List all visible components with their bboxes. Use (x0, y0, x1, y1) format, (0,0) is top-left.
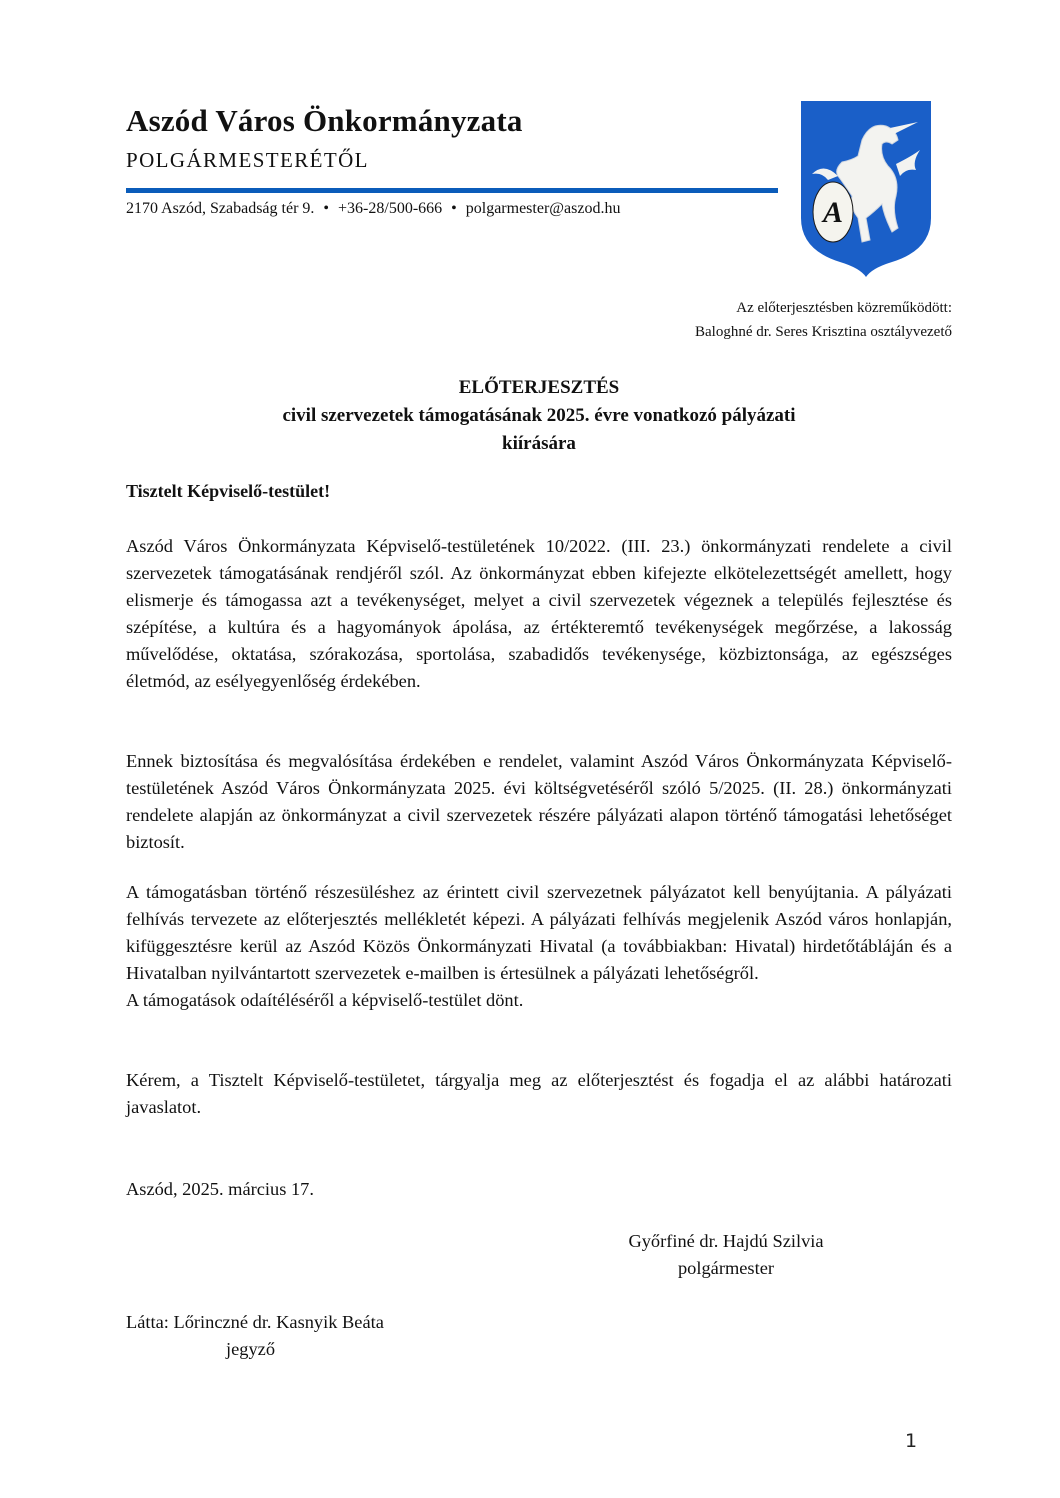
date-line: Aszód, 2025. március 17. (126, 1179, 314, 1199)
signer-name: Győrfiné dr. Hajdú Szilvia (628, 1231, 824, 1251)
bullet-separator: • (451, 200, 457, 217)
approver-name: Látta: Lőrinczné dr. Kasnyik Beáta (126, 1312, 384, 1332)
page-number: 1 (905, 1430, 918, 1452)
bullet-separator: • (323, 200, 330, 217)
organization-name: Aszód Város Önkormányzata (126, 103, 523, 138)
approval-block (126, 1309, 384, 1363)
contact-line (126, 200, 620, 218)
salutation: Tisztelt Képviselő-testület! (126, 481, 331, 501)
contributor-label: Az előterjesztésben közreműködött: (736, 300, 952, 316)
phone: +36-28/500-666 (338, 200, 443, 217)
contributor-name: Baloghné dr. Seres Krisztina osztályvezető (694, 324, 952, 340)
title-subject-line1: civil szervezetek támogatásának 2025. évre vonatkozó pályázati (282, 405, 796, 426)
body-paragraph-3 (126, 879, 952, 1014)
coat-of-arms-unicorn-icon (800, 100, 932, 278)
body-paragraph-2: Ennek biztosítása és megvalósítása érdekében e rendelet, valamint Aszód Város Önkormányzata Képviselő-testületének Aszód Város Önkormányzata 2025. évi költségvetéséről szóló 5/2025. (II. 28.) önkormányzati rendelete alapján az önkormányzat a civil szervezetek részére pályázati alapon történő támogatási lehetőséget biztosít. (126, 751, 952, 852)
approver-role: jegyző (226, 1339, 276, 1359)
contributor-note (695, 296, 952, 344)
organization-subtitle: POLGÁRMESTERÉTŐL (126, 148, 369, 172)
address: 2170 Aszód, Szabadság tér 9. (126, 200, 315, 217)
body-paragraph-3a: A támogatásban történő részesüléshez az érintett civil szervezetnek pályázatot kell benyújtania. A pályázati felhívás tervezete az előterjesztés mellékletét képezi. A pályázati felhívás megjelenik Aszód város honlapján, kifüggesztésre kerül az Aszód Közös Önkormányzati Hivatal (a továbbiakban: Hivatal) hirdetőtábláján és a Hivatalban nyilvántartott szervezetek e-mailben is értesülnek a pályázati lehetőségről. (126, 882, 952, 983)
email: polgarmester@aszod.hu (465, 200, 621, 217)
body-paragraph-1: Aszód Város Önkormányzata Képviselő-testületének 10/2022. (III. 23.) önkormányzati rendelete a civil szervezetek támogatásának rendjéről szól. Az önkormányzat ebben kifejezte elkötelezettségét amellett, hogy elismerje és támogassa azt a tevékenységet, melyet a civil szervezetek végeznek a település fejlesztése és szépítése, a kultúra és a hagyományok ápolása, az értékteremtő tevékenységek megőrzése, a lakosság művelődése, oktatása, szórakozása, sportolása, szabadidős tevékenysége, közbiztonsága, az egészséges életmód, az esélyegyenlőség érdekében. (126, 536, 952, 691)
title-subject-line2: kiírására (502, 433, 576, 454)
signature-block (610, 1228, 842, 1282)
signer-role: polgármester (677, 1258, 774, 1278)
header-divider (126, 188, 778, 193)
body-paragraph-3b: A támogatások odaítéléséről a képviselő-testület dönt. (126, 990, 524, 1010)
body-paragraph-4: Kérem, a Tisztelt Képviselő-testületet, tárgyalja meg az előterjesztést és fogadja el az alábbi határozati javaslatot. (126, 1070, 952, 1117)
document-title (126, 374, 952, 458)
crest-letter: A (822, 196, 844, 229)
title-heading: ELŐTERJESZTÉS (458, 377, 620, 398)
